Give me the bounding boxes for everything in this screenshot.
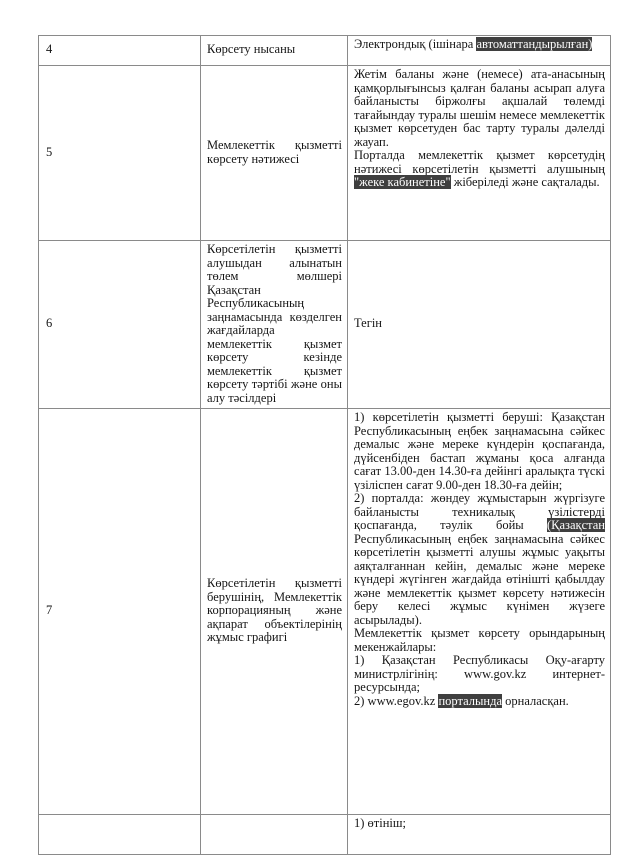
content-paragraph <box>354 817 605 831</box>
row-number-cell <box>39 815 201 855</box>
content-paragraph <box>354 695 605 709</box>
content-paragraph <box>354 317 605 331</box>
text-segment: 1) көрсетілетін қызметті беруші: Қазақстан Республикасының еңбек заңнамасына сәйкес демалыс және мереке күндерін қоспағанда, дүйсенбіден бастап жұманы қоса алғанда сағат 13.00-ден 14.30-ға дейінгі аралықта түскі үзіліспен сағат 9.00-ден 18.30-ға дейін; <box>354 410 605 492</box>
row-label-cell: Көрсетілетін қызметті берушінің, Мемлекеттік корпорацияның және ақпарат объектілерінің жұмыс графигі <box>201 409 348 815</box>
text-segment: 2) www.egov.kz <box>354 693 439 708</box>
row-content-cell <box>348 66 611 241</box>
row-content-cell <box>348 409 611 815</box>
row-content-cell <box>348 36 611 66</box>
content-paragraph <box>354 68 605 149</box>
text-segment: 1) өтініш; <box>354 816 406 830</box>
table-row <box>39 241 611 409</box>
text-segment: орналасқан. <box>502 693 569 708</box>
text-segment: Электрондық (ішінара <box>354 37 477 51</box>
row-label-cell: Көрсету нысаны <box>201 36 348 66</box>
content-paragraph <box>354 149 605 190</box>
row-label-cell <box>201 815 348 855</box>
content-paragraph <box>354 38 605 52</box>
highlighted-text: автоматтандырылған) <box>476 37 593 51</box>
highlighted-text: порталында <box>438 693 503 708</box>
service-standard-table <box>38 35 611 855</box>
table-row <box>39 36 611 66</box>
row-number-cell: 4 <box>39 36 201 66</box>
row-number-cell: 6 <box>39 241 201 409</box>
text-segment: Мемлекеттік қызмет көрсету орындарының мекенжайлары: <box>354 626 605 654</box>
text-segment: 2) порталда: жөндеу жұмыстарын жүргізуге байланысты техникалық үзілістерді қоспағанда, тәулік бойы <box>354 491 605 532</box>
text-segment: Жетім баланы және (немесе) ата-анасының қамқорлығынсыз қалған баланы асырап алуға байланысты біржолғы ақшалай төлемді тағайындау туралы шешім немесе мемлекеттік қызмет көрсетуден бас тарту туралы дәлелді жауап. <box>354 67 605 149</box>
row-content-cell <box>348 815 611 855</box>
row-label-cell: Мемлекеттік қызметті көрсету нәтижесі <box>201 66 348 241</box>
text-segment: Тегін <box>354 316 382 331</box>
table-row <box>39 815 611 855</box>
row-label-cell: Көрсетілетін қызметті алушыдан алынатын төлем мөлшері Қазақстан Республикасының заңнамасында көзделген жағдайларда мемлекеттік қызмет көрсету кезінде мемлекеттік қызмет көрсету тәртібі және оны алу тәсілдері <box>201 241 348 409</box>
highlighted-text: "жеке кабинетіне" <box>354 175 451 189</box>
content-paragraph <box>354 627 605 654</box>
content-paragraph <box>354 654 605 695</box>
highlighted-text: (Қазақстан <box>546 518 605 532</box>
table-row <box>39 409 611 815</box>
row-number-cell: 7 <box>39 409 201 815</box>
row-number-cell: 5 <box>39 66 201 241</box>
text-segment: жіберіледі және сақталады. <box>450 175 600 189</box>
row-content-cell <box>348 241 611 409</box>
table-row <box>39 66 611 241</box>
table-body <box>39 36 611 855</box>
text-segment: Порталда мемлекеттік қызмет көрсетудің нәтижесі көрсетілетін қызметті алушының <box>354 148 605 176</box>
content-paragraph <box>354 411 605 492</box>
content-paragraph <box>354 492 605 627</box>
text-segment: Республикасының еңбек заңнамасына сәйкес көрсетілетін қызметті алушы жұмыс уақыты аяқталғаннан кейін, демалыс және мереке күндері жүгінген жағдайда өтінішті қабылдау және мемлекеттік қызмет көрсету нәтижесін беру келесі жұмыс күнімен жүзеге асырылады). <box>354 531 605 627</box>
text-segment: 1) Қазақстан Республикасы Оқу-ағарту министрлігінің: www.gov.kz интернет-ресурсында; <box>354 653 605 694</box>
